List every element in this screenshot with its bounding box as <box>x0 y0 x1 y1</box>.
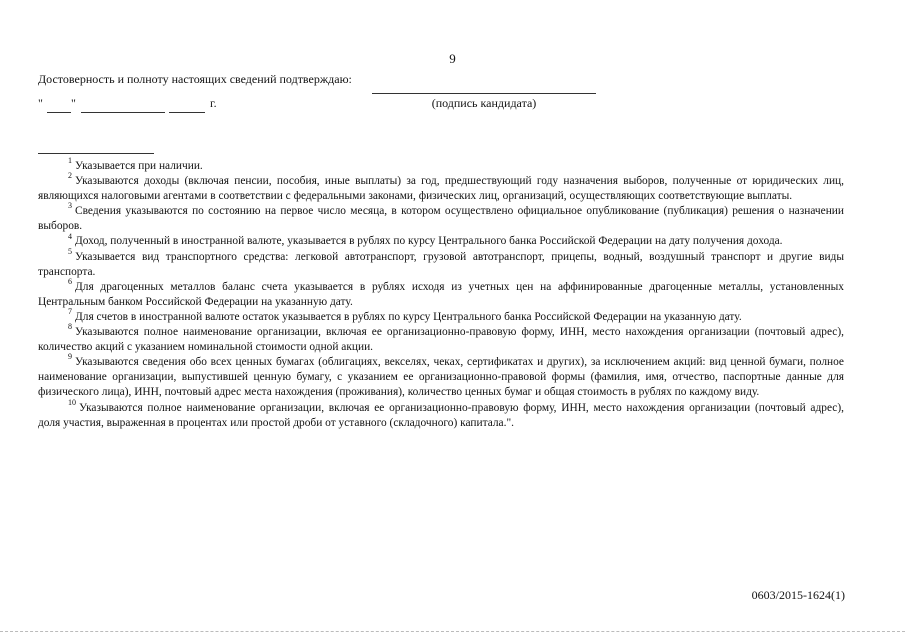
footnote-separator <box>38 153 154 154</box>
date-quote-close: " <box>71 96 76 110</box>
footnote-number: 4 <box>68 231 72 241</box>
footnote-text: Доход, полученный в иностранной валюте, указывается в рублях по курсу Центрального банка Российской Федерации на дату получения дохода. <box>75 235 783 248</box>
signature-caption: (подпись кандидата) <box>431 96 537 110</box>
year-line <box>169 112 205 113</box>
footnote-number: 5 <box>68 246 72 256</box>
footnote-number: 9 <box>68 352 72 362</box>
confirmation-text: Достоверность и полноту настоящих сведений подтверждаю: <box>38 72 352 86</box>
footnote <box>38 276 844 310</box>
footnote-text: Сведения указываются по состоянию на первое число месяца, в котором осуществлено официальное опубликование (публикация) решения о назначении выборов. <box>38 205 844 233</box>
footnote <box>38 201 844 234</box>
footnote-text: Указываются доходы (включая пенсии, пособия, иные выплаты) за год, предшествующий году назначения выборов, полученные от юридических лиц, являющихся налоговыми агентами в соответствии с федеральными законами, физических лиц, организаций, осуществляющих соответствующие выплаты. <box>38 175 844 203</box>
day-line <box>47 112 71 113</box>
footnote-number: 2 <box>68 171 72 181</box>
month-line <box>81 112 165 113</box>
footnote <box>38 171 844 204</box>
footnote-text: Указываются полное наименование организации, включая ее организационно-правовую форму, ИНН, место нахождения организации (почтовый адрес), доля участия, выраженная в процентах или простой дроби от уставного (складочного) капитала.". <box>38 401 844 429</box>
footnote-text: Указываются полное наименование организации, включая ее организационно-правовую форму, ИНН, место нахождения организации (почтовый адрес), количество акций с указанием номинальной стоимости одной акции. <box>38 326 844 354</box>
footnote-number: 6 <box>68 276 72 286</box>
footnote-text: Для счетов в иностранной валюте остаток указывается в рублях по курсу Центрального банка Российской Федерации на указанную дату. <box>75 310 742 323</box>
footnote <box>38 322 844 355</box>
footnote-text: Указываются сведения обо всех ценных бумагах (облигациях, векселях, чеках, сертификатах и других), за исключением акций: вид ценной бумаги, полное наименование организации, выпустившей ценную бумагу, с указанием ее организационно-правовой формы (фамилия, имя, отчество, паспортные данные для физического лица), ИНН, почтовый адрес места нахождения (проживания), количество ценных бумаг и общая стоимость в рублях по каждому виду. <box>38 356 844 399</box>
footnote-number: 3 <box>68 201 72 211</box>
footnote <box>38 246 844 280</box>
footnote-text: Для драгоценных металлов баланс счета указывается в рублях исходя из учетных цен на аффинированные драгоценные металлы, установленных Центральным банком Российской Федерации на указанную дату. <box>38 280 844 308</box>
signature-line <box>372 93 596 94</box>
footnote-number: 10 <box>68 397 76 407</box>
footnote-number: 7 <box>68 307 72 317</box>
footnote <box>38 307 844 325</box>
footnote <box>38 156 844 174</box>
page-number: 9 <box>449 51 456 66</box>
footnote-text: Указывается вид транспортного средства: легковой автотранспорт, грузовой автотранспорт, прицепы, водный, воздушный транспорт и другие виды транспорта. <box>38 250 844 278</box>
footnote-text: Указывается при наличии. <box>75 160 203 172</box>
footnote <box>38 231 844 249</box>
footnote <box>38 352 844 400</box>
footnote-number: 1 <box>68 156 72 166</box>
footnote-number: 8 <box>68 322 72 332</box>
footnote <box>38 397 844 431</box>
document-code: 0603/2015-1624(1) <box>751 588 845 602</box>
scan-edge-line <box>0 631 905 632</box>
date-quote-open: " <box>38 96 43 110</box>
year-suffix: г. <box>210 96 217 110</box>
footnotes <box>38 156 844 431</box>
